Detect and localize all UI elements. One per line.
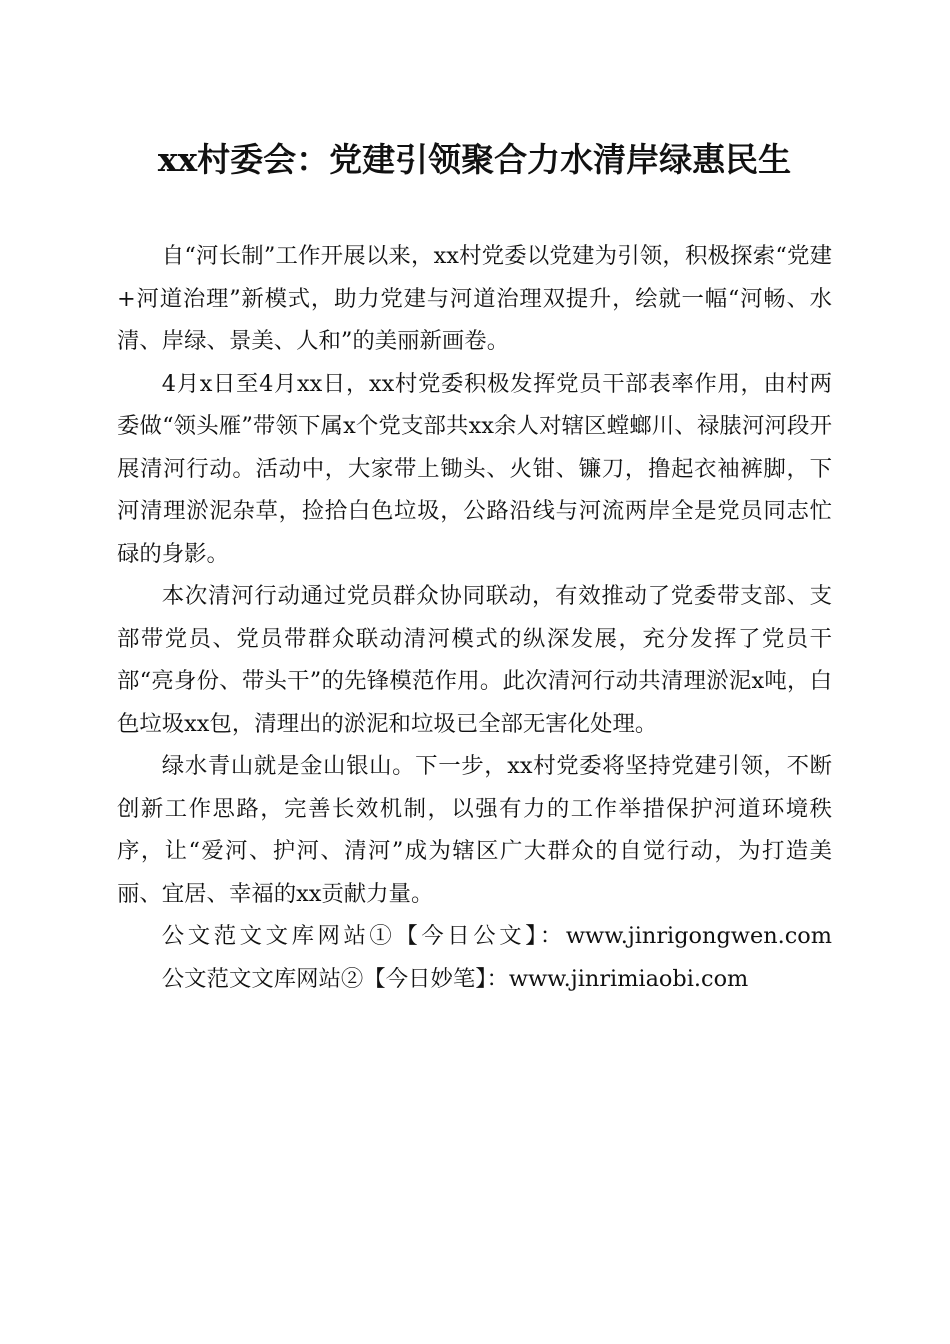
footer-link-jinrigongwen: 公文范文文库网站①【今日公文】：www.jinrigongwen.com <box>161 923 832 949</box>
paragraph-results: 本次清河行动通过党员群众协同联动，有效推动了党委带支部、支部带党员、党员带群众联动清河模式的纵深发展，充分发挥了党员干部“亮身份、带头干”的先锋模范作用。此次清河行动共清理淤泥x吨，白色垃圾xx包，清理出的淤泥和垃圾已全部无害化处理。 <box>117 583 832 737</box>
footer-link-jinrimiaobi: 公文范文文库网站②【今日妙笔】：www.jinrimiaobi.com <box>161 965 749 992</box>
document-body <box>117 235 832 1000</box>
document-title: xx村委会：党建引领聚合力水清岸绿惠民生 <box>157 140 792 179</box>
paragraph-activity: 4月x日至4月xx日，xx村党委积极发挥党员干部表率作用，由村两委做“领头雁”带领下属x个党支部共xx余人对辖区螳螂川、禄脿河河段开展清河行动。活动中，大家带上锄头、火钳、镰刀，撸起衣袖裤脚，下河清理淤泥杂草，捡拾白色垃圾，公路沿线与河流两岸全是党员同志忙碌的身影。 <box>117 370 832 567</box>
paragraph-intro: 自“河长制”工作开展以来，xx村党委以党建为引领，积极探索“党建+河道治理”新模式，助力党建与河道治理双提升，绘就一幅“河畅、水清、岸绿、景美、人和”的美丽新画卷。 <box>117 243 832 354</box>
document-page <box>117 134 832 1000</box>
paragraph-next-steps: 绿水青山就是金山银山。下一步，xx村党委将坚持党建引领，不断创新工作思路，完善长效机制，以强有力的工作举措保护河道环境秩序，让“爱河、护河、清河”成为辖区广大群众的自觉行动，为打造美丽、宜居、幸福的xx贡献力量。 <box>117 753 832 907</box>
